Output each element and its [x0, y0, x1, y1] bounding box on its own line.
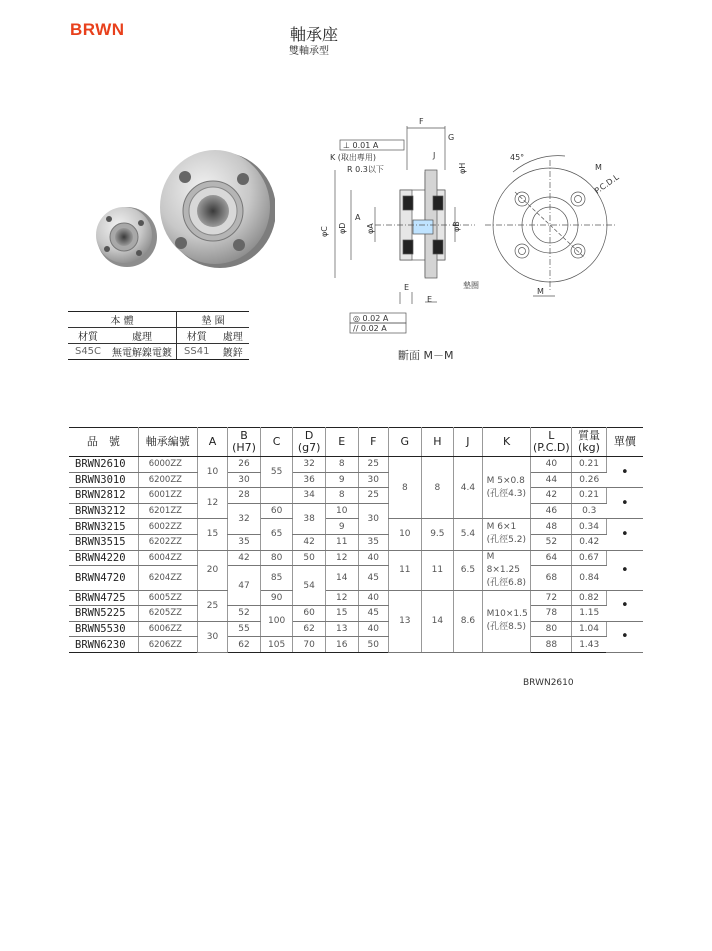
cell-J: 8.6	[454, 590, 482, 652]
small-housing	[96, 207, 157, 267]
cell-L: 64	[531, 550, 572, 566]
bearing-no: 6006ZZ	[138, 621, 197, 637]
section-mark-M: M	[595, 163, 602, 172]
cell-mass: 1.43	[572, 637, 607, 653]
cell-H: 8	[421, 457, 454, 519]
cell-L: 88	[531, 637, 572, 653]
cell-mass: 0.26	[572, 472, 607, 488]
cell-E: 12	[325, 590, 358, 606]
cell-A: 10	[197, 457, 228, 488]
cell-D: 54	[293, 566, 326, 606]
cell-F: 40	[358, 621, 389, 637]
cell-J: 4.4	[454, 457, 482, 519]
col-B: B (H7)	[228, 428, 261, 457]
body-material: S45C	[68, 344, 108, 360]
dim-J: J	[433, 151, 436, 160]
cell-mass: 0.21	[572, 457, 607, 473]
col-A: A	[197, 428, 228, 457]
cell-price: •	[606, 457, 643, 488]
cell-F: 40	[358, 550, 389, 566]
bearing-no: 6205ZZ	[138, 606, 197, 622]
dim-D: φD	[338, 222, 347, 234]
product-photo	[95, 145, 275, 275]
cell-D: 50	[293, 550, 326, 566]
large-housing	[160, 150, 275, 268]
cell-E: 9	[325, 519, 358, 535]
col-H: H	[421, 428, 454, 457]
col-mass: 質量 (kg)	[572, 428, 607, 457]
cell-B: 62	[228, 637, 261, 653]
dim-H: φH	[458, 162, 467, 174]
cell-A: 15	[197, 519, 228, 550]
part-no: BRWN4720	[69, 566, 138, 590]
cell-F: 35	[358, 534, 389, 550]
cell-C: 60	[260, 503, 293, 519]
footer-code: BRWN2610	[523, 678, 574, 688]
body-treatment: 無電解鎳電鍍	[108, 344, 177, 360]
cell-D: 42	[293, 534, 326, 550]
cell-D: 60	[293, 606, 326, 622]
cell-mass: 0.84	[572, 566, 607, 590]
col-C: C	[260, 428, 293, 457]
table-row	[69, 488, 643, 504]
cell-E: 12	[325, 550, 358, 566]
cell-G: 8	[389, 457, 422, 519]
part-no: BRWN6230	[69, 637, 138, 653]
table-row	[69, 550, 643, 566]
cell-L: 68	[531, 566, 572, 590]
cell-D: 38	[293, 503, 326, 534]
cell-mass: 0.42	[572, 534, 607, 550]
tolerance-concentricity: ◎ 0.02 A	[353, 314, 389, 323]
cell-price: •	[606, 590, 643, 621]
cell-B: 30	[228, 472, 261, 488]
cell-C: 55	[260, 457, 293, 488]
cell-price: •	[606, 550, 643, 590]
col-price: 單價	[606, 428, 643, 457]
cell-E: 11	[325, 534, 358, 550]
col-E: E	[325, 428, 358, 457]
material-header: 材質	[177, 328, 217, 344]
cell-mass: 0.21	[572, 488, 607, 504]
cell-L: 48	[531, 519, 572, 535]
col-J: J	[454, 428, 482, 457]
cell-mass: 0.34	[572, 519, 607, 535]
cell-E: 8	[325, 488, 358, 504]
cell-K: M 8×1.25 (孔徑6.8)	[482, 550, 531, 590]
dim-A: φA	[366, 223, 375, 234]
pcd-label: P.C.D.L	[592, 172, 621, 196]
table-row	[69, 590, 643, 606]
cell-H: 9.5	[421, 519, 454, 550]
cell-E: 10	[325, 503, 358, 519]
part-no: BRWN5225	[69, 606, 138, 622]
washer-material: SS41	[177, 344, 217, 360]
bearing-no: 6001ZZ	[138, 488, 197, 504]
cell-E: 14	[325, 566, 358, 590]
cell-E: 16	[325, 637, 358, 653]
note-k: K (取出專用)	[330, 153, 377, 162]
table-row	[69, 621, 643, 637]
cell-mass: 0.3	[572, 503, 607, 519]
cell-A: 20	[197, 550, 228, 590]
cell-L: 46	[531, 503, 572, 519]
table-row	[69, 566, 643, 590]
cell-L: 72	[531, 590, 572, 606]
cell-E: 9	[325, 472, 358, 488]
part-no: BRWN3515	[69, 534, 138, 550]
cell-price: •	[606, 519, 643, 550]
cell-L: 80	[531, 621, 572, 637]
bearing-no: 6204ZZ	[138, 566, 197, 590]
cell-G: 11	[389, 550, 422, 590]
cell-J: 5.4	[454, 519, 482, 550]
cell-F: 45	[358, 566, 389, 590]
bearing-no: 6206ZZ	[138, 637, 197, 653]
note-r: R 0.3以下	[347, 165, 384, 174]
bearing-no: 6002ZZ	[138, 519, 197, 535]
cell-mass: 0.67	[572, 550, 607, 566]
col-F: F	[358, 428, 389, 457]
cell-C: 65	[260, 519, 293, 550]
dim-G: G	[448, 133, 455, 142]
part-no: BRWN5530	[69, 621, 138, 637]
cell-L: 40	[531, 457, 572, 473]
bearing-no: 6201ZZ	[138, 503, 197, 519]
page-subtitle: 雙軸承型	[289, 46, 329, 57]
cell-F: 30	[358, 472, 389, 488]
bearing-no: 6005ZZ	[138, 590, 197, 606]
washer-treatment: 鍍鋅	[216, 344, 249, 360]
cell-E: 8	[325, 457, 358, 473]
cell-L: 42	[531, 488, 572, 504]
cell-B: 42	[228, 550, 261, 566]
tolerance-perpendicular: ⊥ 0.01 A	[343, 141, 379, 150]
cell-price: •	[606, 488, 643, 519]
material-spec-table	[68, 311, 249, 360]
table-row	[69, 472, 643, 488]
cell-F: 25	[358, 488, 389, 504]
part-no: BRWN3010	[69, 472, 138, 488]
cell-G: 13	[389, 590, 422, 652]
cell-F: 25	[358, 457, 389, 473]
cell-B: 32	[228, 503, 261, 534]
cell-price: •	[606, 621, 643, 652]
table-row	[69, 606, 643, 622]
cell-L: 52	[531, 534, 572, 550]
cell-B: 55	[228, 621, 261, 637]
col-bearing: 軸承編號	[138, 428, 197, 457]
treatment-header: 處理	[216, 328, 249, 344]
part-no: BRWN2812	[69, 488, 138, 504]
tolerance-parallel: // 0.02 A	[353, 324, 387, 333]
brand-title: BRWN	[70, 20, 125, 39]
cell-F: 45	[358, 606, 389, 622]
cell-D: 62	[293, 621, 326, 637]
cell-B: 26	[228, 457, 261, 473]
cell-F: 50	[358, 637, 389, 653]
dim-C: φC	[320, 226, 329, 237]
section-caption: 斷面 M－M	[398, 349, 454, 362]
cell-E: 15	[325, 606, 358, 622]
cell-H: 14	[421, 590, 454, 652]
cell-C: 105	[260, 637, 293, 653]
cell-mass: 1.15	[572, 606, 607, 622]
cell-K: M 5×0.8 (孔徑4.3)	[482, 457, 531, 519]
table-row	[69, 457, 643, 473]
header-row	[69, 428, 643, 457]
col-part-no: 品 號	[69, 428, 138, 457]
cell-E: 13	[325, 621, 358, 637]
cell-C: 100	[260, 606, 293, 637]
cell-B: 47	[228, 566, 261, 606]
cell-C	[260, 488, 293, 504]
col-G: G	[389, 428, 422, 457]
table-row	[69, 519, 643, 535]
cell-G: 10	[389, 519, 422, 550]
cell-B: 52	[228, 606, 261, 622]
treatment-header: 處理	[108, 328, 177, 344]
dimension-table	[69, 427, 643, 653]
col-D: D (g7)	[293, 428, 326, 457]
cell-A: 30	[197, 621, 228, 652]
washer-label: 墊圈	[463, 281, 479, 290]
cell-D: 36	[293, 472, 326, 488]
section-mark-M: M	[537, 287, 544, 296]
table-row	[69, 503, 643, 519]
part-no: BRWN3215	[69, 519, 138, 535]
part-no: BRWN4220	[69, 550, 138, 566]
cell-H: 11	[421, 550, 454, 590]
material-header: 材質	[68, 328, 108, 344]
cell-C: 80	[260, 550, 293, 566]
table-row	[69, 534, 643, 550]
cell-A: 25	[197, 590, 228, 621]
cell-B: 28	[228, 488, 261, 504]
bearing-no: 6200ZZ	[138, 472, 197, 488]
page-title: 軸承座	[290, 25, 339, 44]
table-row	[69, 637, 643, 653]
cell-mass: 0.82	[572, 590, 607, 606]
cell-mass: 1.04	[572, 621, 607, 637]
cell-C: 85	[260, 566, 293, 590]
bearing-no: 6000ZZ	[138, 457, 197, 473]
dim-F: F	[419, 117, 424, 126]
part-no: BRWN2610	[69, 457, 138, 473]
part-no: BRWN3212	[69, 503, 138, 519]
cell-L: 44	[531, 472, 572, 488]
bearing-no: 6004ZZ	[138, 550, 197, 566]
cell-D: 32	[293, 457, 326, 473]
cell-L: 78	[531, 606, 572, 622]
col-L: L (P.C.D)	[531, 428, 572, 457]
cell-D: 70	[293, 637, 326, 653]
dim-E1: E	[404, 283, 410, 292]
cell-J: 6.5	[454, 550, 482, 590]
group-washer: 墊 圈	[177, 312, 250, 328]
cell-C: 90	[260, 590, 293, 606]
dim-E2: E	[427, 295, 433, 304]
datum-A: A	[355, 213, 361, 222]
cell-K: M 6×1 (孔徑5.2)	[482, 519, 531, 550]
dim-B: φB	[452, 221, 461, 232]
col-K: K	[482, 428, 531, 457]
bearing-no: 6202ZZ	[138, 534, 197, 550]
technical-drawing	[315, 112, 635, 342]
cell-F: 40	[358, 590, 389, 606]
cell-K: M10×1.5 (孔徑8.5)	[482, 590, 531, 652]
cell-B: 35	[228, 534, 261, 550]
group-body: 本 體	[68, 312, 177, 328]
cell-D: 34	[293, 488, 326, 504]
angle-label: 45°	[510, 153, 525, 162]
part-no: BRWN4725	[69, 590, 138, 606]
cell-A: 12	[197, 488, 228, 519]
cell-F: 30	[358, 503, 389, 534]
